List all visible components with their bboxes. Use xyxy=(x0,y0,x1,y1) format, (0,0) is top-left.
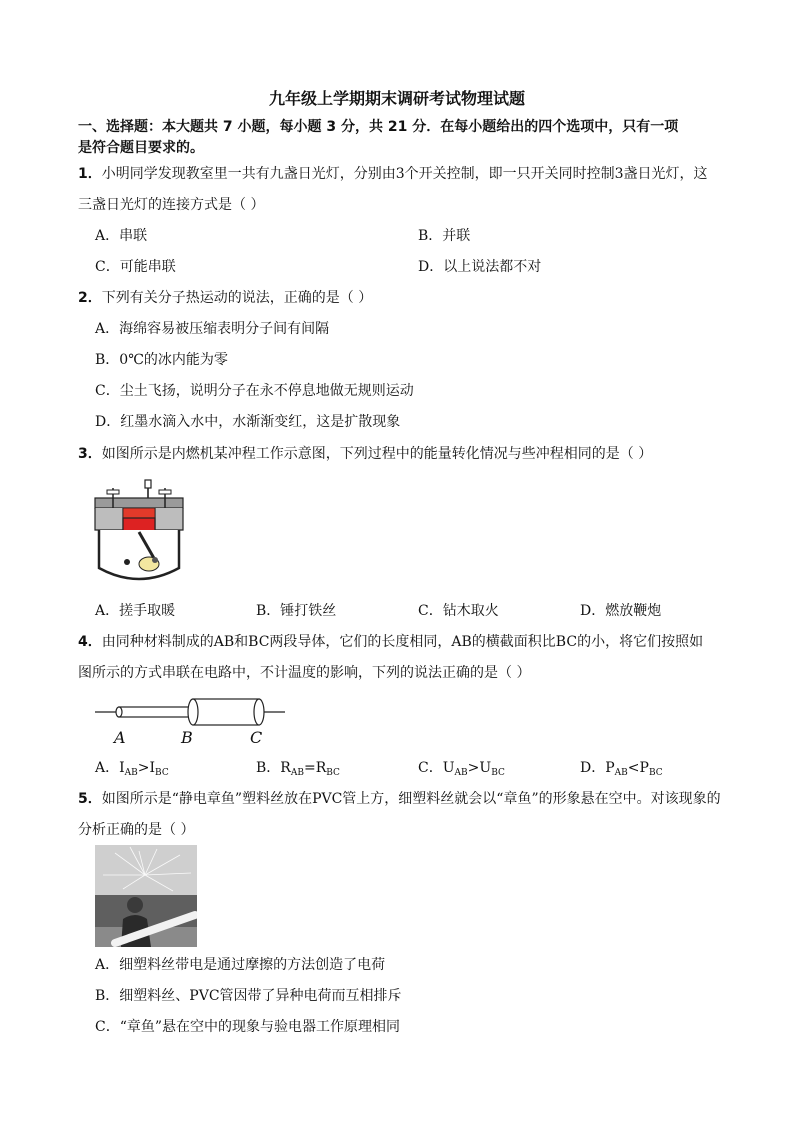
question-text: 由同种材料制成的AB和BC两段导体，它们的长度相同，AB的横截面积比BC的小，将它们按照如 xyxy=(101,634,704,650)
question-5-option-c: C．“章鱼”悬在空中的现象与验电器工作原理相同 xyxy=(95,1019,401,1035)
conductor-ab xyxy=(119,707,193,717)
question-2-option-b: B．0℃的冰内能为零 xyxy=(95,352,228,368)
figure-label-b: B xyxy=(181,728,193,747)
question-3-option-c: C．钻木取火 xyxy=(418,603,499,619)
question-3-option-d: D．燃放鞭炮 xyxy=(580,603,662,619)
spark-plug-icon xyxy=(145,480,151,488)
question-4-option-b: B．$R_{AB}=R_{BC}$ xyxy=(256,760,340,778)
question-text: 下列有关分子热运动的说法，正确的是（ ） xyxy=(101,290,373,306)
section-heading xyxy=(78,117,758,159)
question-1-option-d: D．以上说法都不对 xyxy=(418,259,542,275)
question-5-option-b: B．细塑料丝、PVC管因带了异种电荷而互相排斥 xyxy=(95,988,402,1004)
question-5-option-a: A．细塑料丝带电是通过摩擦的方法创造了电荷 xyxy=(95,957,386,973)
question-1-stem xyxy=(78,164,708,184)
question-2-stem xyxy=(78,288,372,308)
conductor-bc xyxy=(193,699,259,725)
question-3-option-a: A．搓手取暖 xyxy=(95,603,176,619)
question-number: 1． xyxy=(78,166,102,182)
question-1-option-c: C．可能串联 xyxy=(95,259,176,275)
section-heading-line1: 一、选择题：本大题共 7 小题，每小题 3 分，共 21 分．在每小题给出的四个选项中，只有一项 xyxy=(78,119,679,135)
question-5-stem xyxy=(78,789,721,809)
engine-diagram xyxy=(93,478,185,586)
question-5-stem-cont: 分析正确的是（ ） xyxy=(78,822,195,838)
section-heading-line2: 是符合题目要求的。 xyxy=(78,140,204,156)
question-text: 如图所示是内燃机某冲程工作示意图，下列过程中的能量转化情况与些冲程相同的是（ ） xyxy=(101,446,653,462)
question-2-option-c: C．尘土飞扬，说明分子在永不停息地做无规则运动 xyxy=(95,383,414,399)
question-number: 2． xyxy=(78,290,102,306)
question-number: 5． xyxy=(78,791,102,807)
question-number: 4． xyxy=(78,634,102,650)
question-4-stem xyxy=(78,632,703,652)
question-1-option-b: B．并联 xyxy=(418,228,471,244)
question-4-option-c: C．$U_{AB}>U_{BC}$ xyxy=(418,760,505,778)
question-4-stem-cont: 图所示的方式串联在电路中，不计温度的影响，下列的说法正确的是（ ） xyxy=(78,665,531,681)
question-4-option-a: A．$I_{AB}>I_{BC}$ xyxy=(95,760,169,778)
figure-label-c: C xyxy=(250,728,263,747)
piston-icon xyxy=(123,518,155,532)
question-number: 3． xyxy=(78,446,102,462)
question-2-option-a: A．海绵容易被压缩表明分子间有间隔 xyxy=(95,321,330,337)
question-3-stem xyxy=(78,444,652,464)
question-2-option-d: D．红墨水滴入水中，水渐渐变红，这是扩散现象 xyxy=(95,414,401,430)
static-octopus-photo xyxy=(95,845,197,947)
question-4-option-d: D．$P_{AB}<P_{BC}$ xyxy=(580,760,663,778)
figure-label-a: A xyxy=(114,728,126,747)
question-3-option-b: B．锤打铁丝 xyxy=(256,603,337,619)
question-1-option-a: A．串联 xyxy=(95,228,148,244)
question-1-stem-cont: 三盏日光灯的连接方式是（ ） xyxy=(78,197,265,213)
page-title: 九年级上学期期末调研考试物理试题 xyxy=(268,89,525,108)
question-text: 小明同学发现教室里一共有九盏日光灯，分别由3个开关控制，即一只开关同时控制3盏日光灯，这 xyxy=(101,166,708,182)
question-text: 如图所示是“静电章鱼”塑料丝放在PVC管上方，细塑料丝就会以“章鱼”的形象悬在空中。对该现象的 xyxy=(101,791,721,807)
